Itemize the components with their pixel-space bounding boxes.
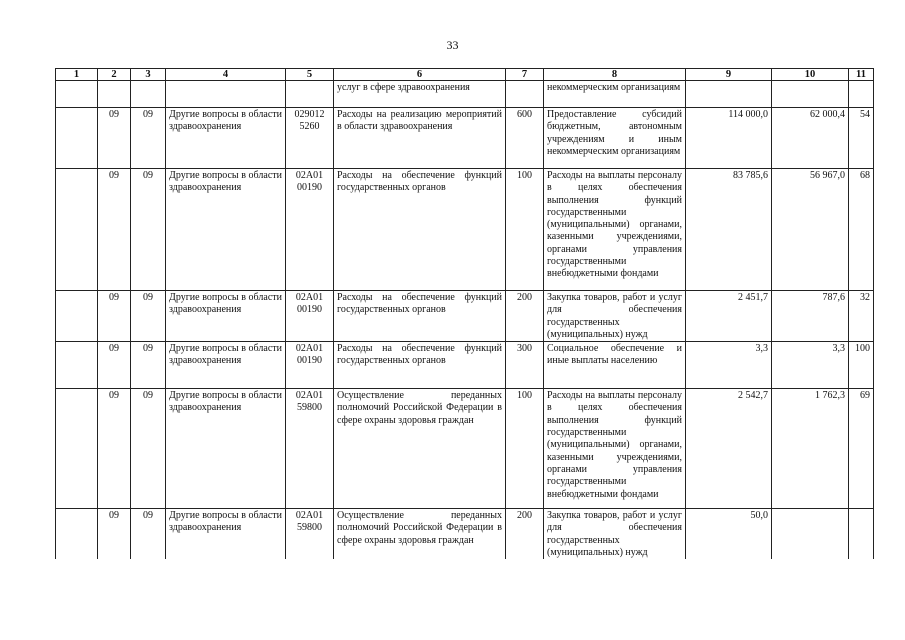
percent-cell [849, 509, 874, 560]
subsection-code-cell: 09 [131, 342, 166, 389]
table-row [56, 509, 874, 560]
cell [56, 108, 98, 169]
cell [56, 81, 98, 108]
expense-type-code-cell: 300 [506, 342, 544, 389]
actual-amount-cell: 787,6 [772, 291, 849, 342]
column-header: 1 [56, 69, 98, 81]
expense-type-code-cell: 200 [506, 509, 544, 560]
section-code-cell: 09 [98, 509, 131, 560]
subsection-name-cell: Другие вопросы в области здравоохранения [166, 169, 286, 291]
cell [686, 81, 772, 108]
target-article-cell: 029012 5260 [286, 108, 334, 169]
subsection-name-cell: Другие вопросы в области здравоохранения [166, 509, 286, 560]
expense-type-name-cell: Социальное обеспечение и иные выплаты населению [544, 342, 686, 389]
cell [56, 509, 98, 560]
column-header: 3 [131, 69, 166, 81]
subsection-code-cell: 09 [131, 291, 166, 342]
plan-amount-cell: 2 451,7 [686, 291, 772, 342]
subsection-code-cell: 09 [131, 389, 166, 509]
table-row [56, 389, 874, 509]
table-row [56, 108, 874, 169]
expense-type-name-cell: Закупка товаров, работ и услуг для обеспечения государственных (муниципальных) нужд [544, 509, 686, 560]
expense-name-cell: Осуществление переданных полномочий Российской Федерации в сфере охраны здоровья граждан [334, 389, 506, 509]
target-article-cell: 02А01 59800 [286, 389, 334, 509]
expense-type-code-cell: 100 [506, 169, 544, 291]
plan-amount-cell: 114 000,0 [686, 108, 772, 169]
cell [849, 81, 874, 108]
column-header: 11 [849, 69, 874, 81]
cell [286, 81, 334, 108]
percent-cell: 32 [849, 291, 874, 342]
expense-type-code-cell: 200 [506, 291, 544, 342]
page-number: 33 [446, 38, 459, 52]
column-number-row [56, 69, 874, 81]
actual-amount-cell: 3,3 [772, 342, 849, 389]
target-article-cell: 02А01 00190 [286, 342, 334, 389]
column-header: 7 [506, 69, 544, 81]
table-row [56, 291, 874, 342]
section-code-cell: 09 [98, 291, 131, 342]
expense-name-cell: услуг в сфере здравоохранения [334, 81, 506, 108]
percent-cell: 68 [849, 169, 874, 291]
section-code-cell: 09 [98, 169, 131, 291]
subsection-code-cell: 09 [131, 108, 166, 169]
section-code-cell: 09 [98, 342, 131, 389]
actual-amount-cell: 1 762,3 [772, 389, 849, 509]
actual-amount-cell: 62 000,4 [772, 108, 849, 169]
percent-cell: 69 [849, 389, 874, 509]
column-header: 5 [286, 69, 334, 81]
expense-type-name-cell: Расходы на выплаты персоналу в целях обеспечения выполнения функций государственными (муниципальными) органами, казенными учреждениями, органами управления государственными внебюджетными фондами [544, 169, 686, 291]
expense-type-name-cell: Предоставление субсидий бюджетным, автономным учреждениям и иным некоммерческим организациям [544, 108, 686, 169]
expense-name-cell: Расходы на обеспечение функций государственных органов [334, 291, 506, 342]
expense-type-code-cell: 100 [506, 389, 544, 509]
cell [506, 81, 544, 108]
expense-name-cell: Расходы на обеспечение функций государственных органов [334, 169, 506, 291]
expense-type-code-cell: 600 [506, 108, 544, 169]
subsection-code-cell: 09 [131, 509, 166, 560]
column-header: 2 [98, 69, 131, 81]
actual-amount-cell: 56 967,0 [772, 169, 849, 291]
section-code-cell: 09 [98, 389, 131, 509]
expense-name-cell: Расходы на реализацию мероприятий в области здравоохранения [334, 108, 506, 169]
column-header: 8 [544, 69, 686, 81]
percent-cell: 100 [849, 342, 874, 389]
table-row [56, 342, 874, 389]
continuation-row [56, 81, 874, 108]
percent-cell: 54 [849, 108, 874, 169]
column-header: 6 [334, 69, 506, 81]
cell [772, 81, 849, 108]
table-row [56, 169, 874, 291]
cell [56, 291, 98, 342]
cell [166, 81, 286, 108]
plan-amount-cell: 83 785,6 [686, 169, 772, 291]
expense-name-cell: Расходы на обеспечение функций государственных органов [334, 342, 506, 389]
subsection-name-cell: Другие вопросы в области здравоохранения [166, 108, 286, 169]
cell [98, 81, 131, 108]
target-article-cell: 02А01 59800 [286, 509, 334, 560]
subsection-code-cell: 09 [131, 169, 166, 291]
plan-amount-cell: 3,3 [686, 342, 772, 389]
subsection-name-cell: Другие вопросы в области здравоохранения [166, 291, 286, 342]
plan-amount-cell: 50,0 [686, 509, 772, 560]
cell [56, 389, 98, 509]
section-code-cell: 09 [98, 108, 131, 169]
expense-type-name-cell: Закупка товаров, работ и услуг для обеспечения государственных (муниципальных) нужд [544, 291, 686, 342]
target-article-cell: 02А01 00190 [286, 169, 334, 291]
subsection-name-cell: Другие вопросы в области здравоохранения [166, 342, 286, 389]
cell [56, 169, 98, 291]
column-header: 4 [166, 69, 286, 81]
expense-name-cell: Осуществление переданных полномочий Российской Федерации в сфере охраны здоровья граждан [334, 509, 506, 560]
plan-amount-cell: 2 542,7 [686, 389, 772, 509]
expense-type-name-cell: Расходы на выплаты персоналу в целях обеспечения выполнения функций государственными (муниципальными) органами, казенными учреждениями, органами управления государственными внебюджетными фондами [544, 389, 686, 509]
column-header: 9 [686, 69, 772, 81]
target-article-cell: 02А01 00190 [286, 291, 334, 342]
cell [131, 81, 166, 108]
budget-table [55, 68, 874, 559]
cell [56, 342, 98, 389]
actual-amount-cell [772, 509, 849, 560]
expense-type-name-cell: некоммерческим организациям [544, 81, 686, 108]
column-header: 10 [772, 69, 849, 81]
subsection-name-cell: Другие вопросы в области здравоохранения [166, 389, 286, 509]
